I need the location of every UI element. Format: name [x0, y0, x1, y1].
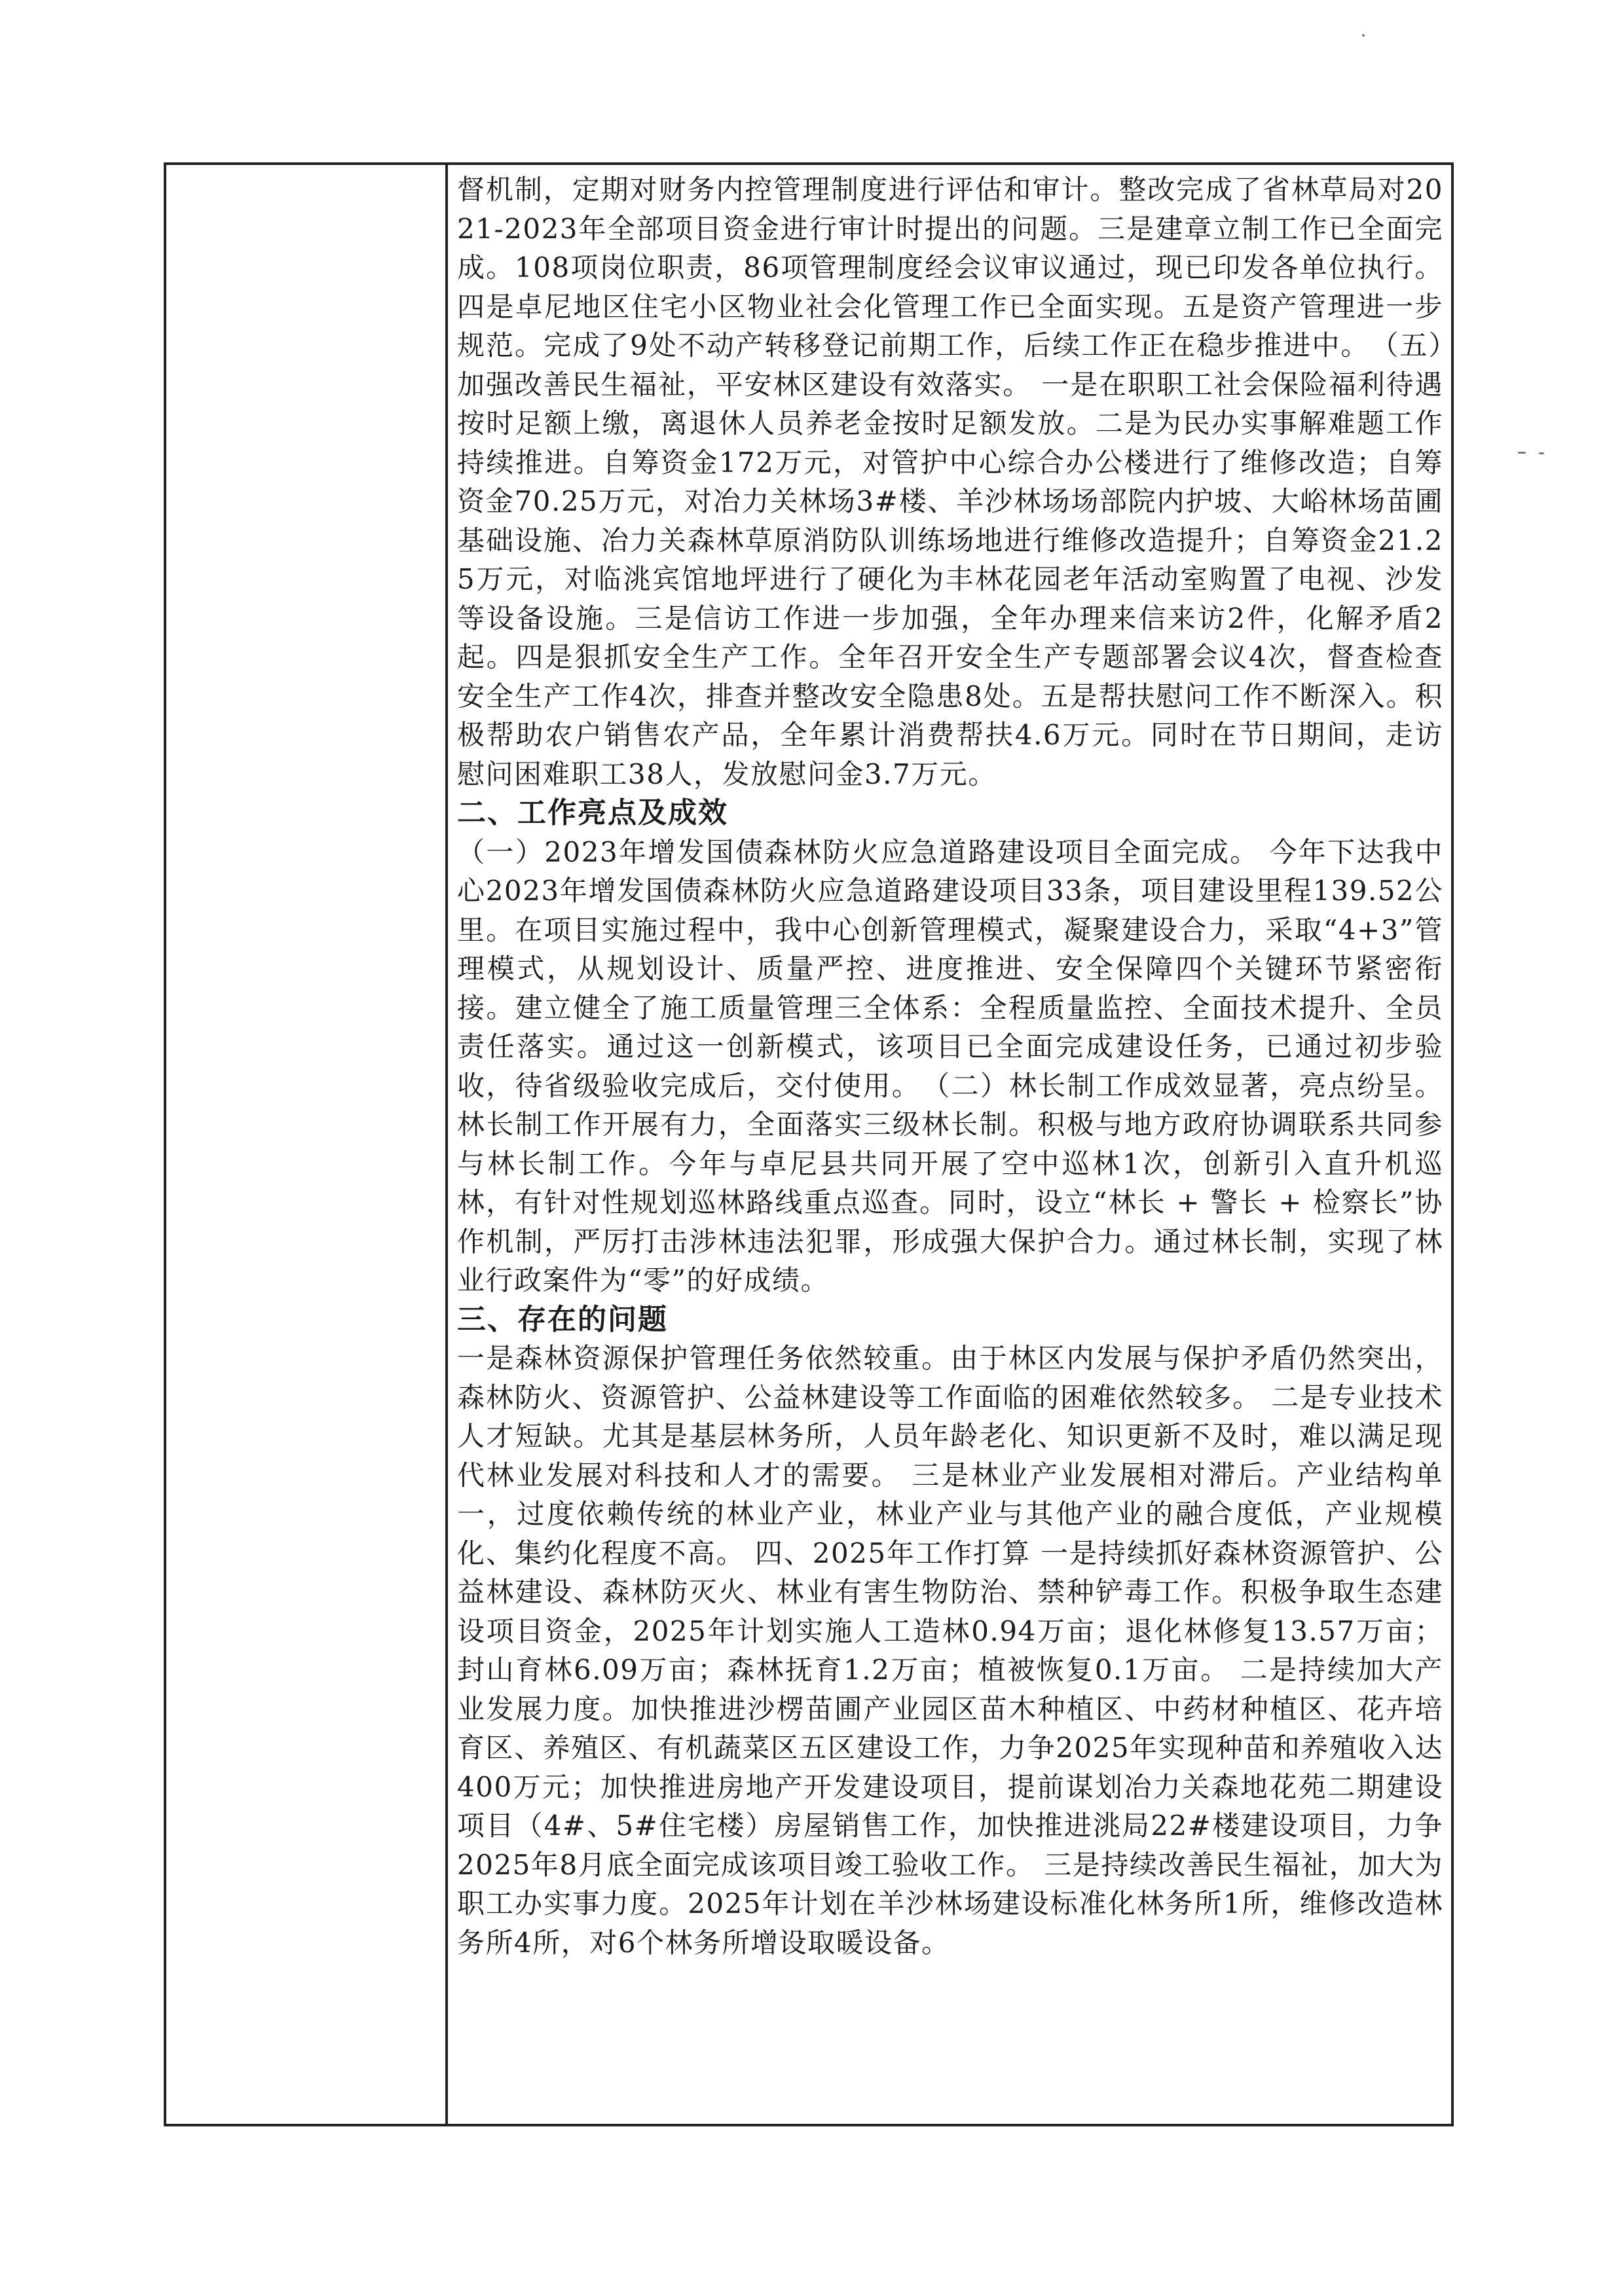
paragraph-problems-and-plan: 一是森林资源保护管理任务依然较重。由于林区内发展与保护矛盾仍然突出，森林防火、资源管护、公益林建设等工作面临的困难依然较多。 二是专业技术人才短缺。尤其是基层林务所，人员年龄老化、知识更新不及时，难以满足现代林业发展对科技和人才的需要。 三是林业产业发展相对滞后。产业结构单一，过度依赖传统的林业产业，林业产业与其他产业的融合度低，产业规模化、集约化程度不高。 四、2025年工作打算 一是持续抓好森林资源管护、公益林建设、森林防灭火、林业有害生物防治、禁种铲毒工作。积极争取生态建设项目资金，2025年计划实施人工造林0.94万亩；退化林修复13.57万亩；封山育林6.09万亩；森林抚育1.2万亩；植被恢复0.1万亩。 二是持续加大产业发展力度。加快推进沙楞苗圃产业园区苗木种植区、中药材种植区、花卉培育区、养殖区、有机蔬菜区五区建设工作，力争2025年实现种苗和养殖收入达400万元；加快推进房地产开发建设项目，提前谋划冶力关森地花苑二期建设项目（4#、5#住宅楼）房屋销售工作，加快推进洮局22#楼建设项目，力争2025年8月底全面完成该项目竣工验收工作。 三是持续改善民生福祉，加大为职工办实事力度。2025年计划在羊沙林场建设标准化林务所1所，维修改造林务所4所，对6个林务所增设取暖设备。 [457, 1342, 1443, 1959]
document-table [164, 162, 1454, 2126]
table-content-cell [451, 165, 1451, 2124]
paragraph-highlights: （一）2023年增发国债森林防火应急道路建设项目全面完成。 今年下达我中心2023年增发国债森林防火应急道路建设项目33条，项目建设里程139.52公里。在项目实施过程中，我中心创新管理模式，凝聚建设合力，采取“4+3”管理模式，从规划设计、质量严控、进度推进、安全保障四个关键环节紧密衔接。建立健全了施工质量管理三全体系：全程质量监控、全面技术提升、全员责任落实。通过这一创新模式，该项目已全面完成建设任务，已通过初步验收，待省级验收完成后，交付使用。 （二）林长制工作成效显著，亮点纷呈。 林长制工作开展有力，全面落实三级林长制。积极与地方政府协调联系共同参与林长制工作。今年与卓尼县共同开展了空中巡林1次，创新引入直升机巡林，有针对性规划巡林路线重点巡查。同时，设立“林长 + 警长 + 检察长”协作机制，严厉打击涉林违法犯罪，形成强大保护合力。通过林长制，实现了林业行政案件为“零”的好成绩。 [457, 835, 1443, 1296]
scan-speck [1518, 452, 1526, 454]
table-left-column [166, 165, 448, 2124]
scan-speck [1362, 34, 1365, 37]
section-heading-problems: 三、存在的问题 [457, 1302, 668, 1336]
section-heading-highlights: 二、工作亮点及成效 [457, 796, 728, 829]
scan-speck [1539, 452, 1544, 454]
paragraph-finance-welfare: 督机制，定期对财务内控管理制度进行评估和审计。整改完成了省林草局对2021-2023年全部项目资金进行审计时提出的问题。三是建章立制工作已全面完成。108项岗位职责，86项管理制度经会议审议通过，现已印发各单位执行。四是卓尼地区住宅小区物业社会化管理工作已全面实现。五是资产管理进一步规范。完成了9处不动产转移登记前期工作，后续工作正在稳步推进中。 （五）加强改善民生福祉，平安林区建设有效落实。 一是在职职工社会保险福利待遇按时足额上缴，离退休人员养老金按时足额发放。二是为民办实事解难题工作持续推进。自筹资金172万元，对管护中心综合办公楼进行了维修改造；自筹资金70.25万元，对冶力关林场3#楼、羊沙林场场部院内护坡、大峪林场苗圃基础设施、冶力关森林草原消防队训练场地进行维修改造提升；自筹资金21.25万元，对临洮宾馆地坪进行了硬化为丰林花园老年活动室购置了电视、沙发等设备设施。三是信访工作进一步加强，全年办理来信来访2件，化解矛盾2起。四是狠抓安全生产工作。全年召开安全生产专题部署会议4次，督查检查安全生产工作4次，排查并整改安全隐患8处。五是帮扶慰问工作不断深入。积极帮助农户销售农产品，全年累计消费帮扶4.6万元。同时在节日期间，走访慰问困难职工38人，发放慰问金3.7万元。 [457, 173, 1443, 790]
